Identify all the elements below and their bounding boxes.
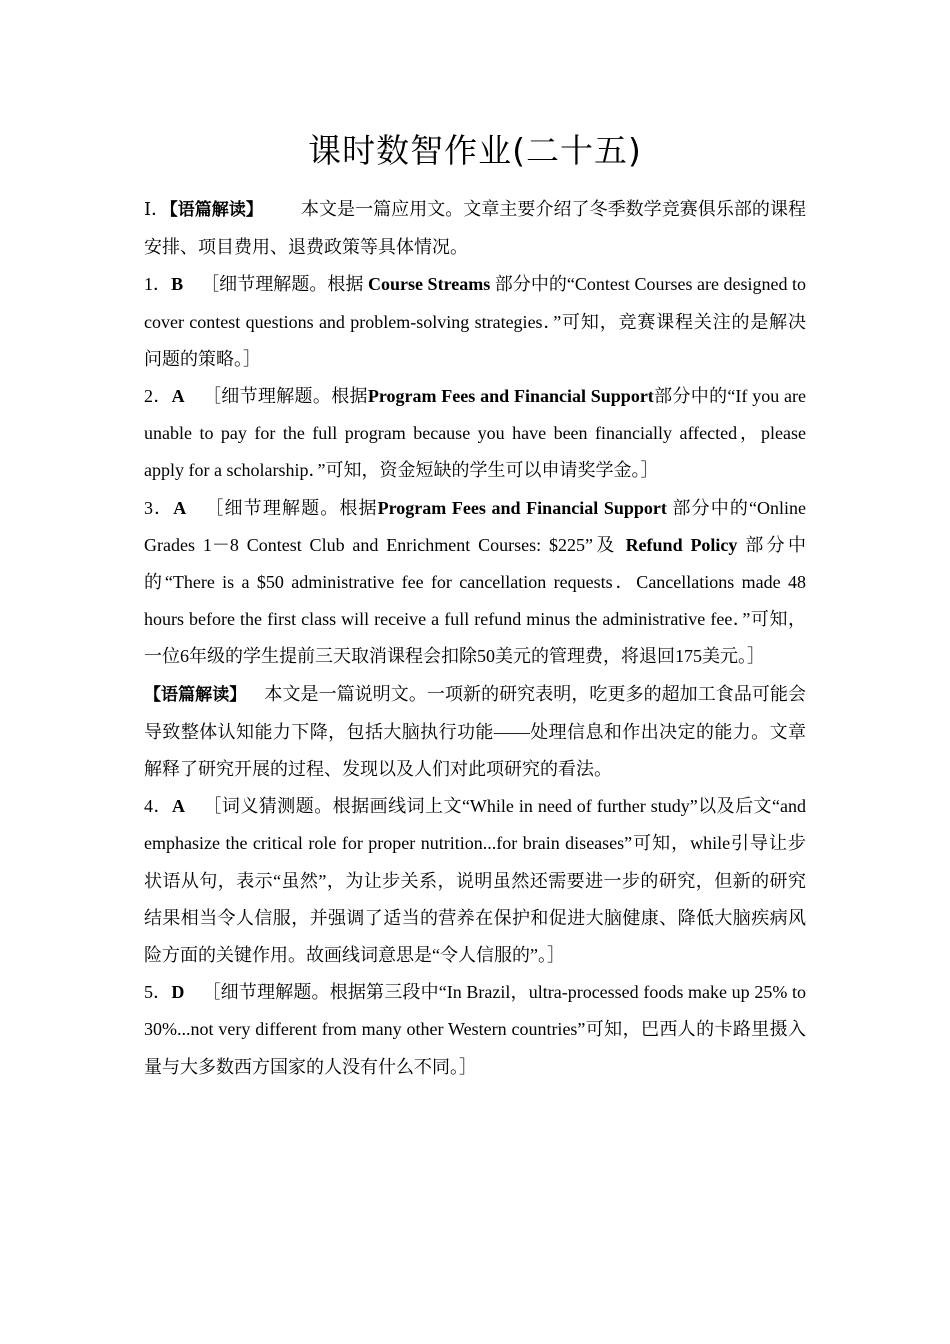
question-2 [144, 378, 806, 490]
q5-text: ［细节理解题。根据第三段中“In Brazil，ultra-processed foods make up 25% to 30%...not very different from many other Western countries”可知，巴西人的卡路里摄入量与大多数西方国家的人没有什么不同。］ [144, 982, 806, 1077]
q1-answer: B [171, 274, 184, 295]
section2-reading-note [144, 676, 806, 789]
section1-tag: 【语篇解读】 [169, 200, 263, 220]
question-3 [144, 490, 806, 676]
q4-text: ［词义猜测题。根据画线词上文“While in need of further study”以及后文“and emphasize the critical role for proper nutrition...for brain diseases”可知，while引导让步状语从句，表示“虽然”，为让步关系，说明虽然还需要进一步的研究，但新的研究结果相当令人信服，并强调了适当的营养在保护和促进大脑健康、降低大脑疾病风险方面的关键作用。故画线词意思是“令人信服的”。］ [144, 796, 807, 966]
question-5 [144, 974, 806, 1086]
question-4 [144, 788, 806, 974]
section2-intro: 本文是一篇说明文。一项新的研究表明，吃更多的超加工食品可能会导致整体认知能力下降，包括大脑执行功能——处理信息和作出决定的能力。文章解释了研究开展的过程、发现以及人们对此项研究的看法。 [144, 683, 807, 780]
q2-number: 2． [144, 386, 172, 407]
q2-text-2: 部分中的“If you are unable to pay for the full program because you have been financially affected，please apply for a scholarship．”可知，资金短缺的学生可以申请奖学金。］ [144, 386, 807, 481]
q2-answer: A [171, 386, 185, 407]
q4-number: 4． [144, 796, 172, 817]
q3-number: 3． [144, 497, 174, 518]
q3-text-3: 部分中的“There is a $50 administrative fee for cancellation requests．Cancellations made 48 hours before the first class will receive a full refund minus the administrative fee．”可知，一位6年级的学生提前三天取消课程会扣除50美元的管理费，将退回175美元。］ [144, 534, 807, 667]
q3-text-2: 部分中的“Online Grades 1－8 Contest Club and Enrichment Courses: $225”及 [144, 497, 807, 555]
q2-text-1: ［细节理解题。根据 [202, 386, 368, 407]
page-title: 课时数智作业(二十五) [308, 131, 642, 170]
q5-number: 5． [144, 982, 172, 1003]
section2-tag: 【语篇解读】 [144, 684, 247, 705]
q5-answer: D [171, 982, 185, 1003]
q3-bold-1: Program Fees and Financial Support [377, 497, 667, 518]
q3-bold-2: Refund Policy [625, 534, 738, 555]
question-1 [144, 266, 806, 378]
section1-reading-note [144, 191, 806, 266]
section1-prefix: Ⅰ． [144, 199, 170, 219]
q1-text-1: ［细节理解题。根据 [201, 274, 364, 295]
section1-intro: 本文是一篇应用文。文章主要介绍了冬季数学竞赛俱乐部的课程安排、项目费用、退费政策等具体情况。 [144, 199, 806, 258]
q3-answer: A [173, 497, 187, 518]
answer-content [144, 191, 806, 1086]
q3-text-1: ［细节理解题。根据 [204, 497, 378, 518]
q1-text-2: 部分中的“Contest Courses are designed to cover contest questions and problem-solving strategies．”可知，竞赛课程关注的是解决问题的策略。］ [144, 274, 807, 369]
q4-answer: A [171, 796, 185, 817]
q1-bold-1: Course Streams [368, 274, 491, 295]
q2-bold-1: Program Fees and Financial Support [367, 386, 654, 407]
q1-number: 1． [144, 274, 172, 295]
